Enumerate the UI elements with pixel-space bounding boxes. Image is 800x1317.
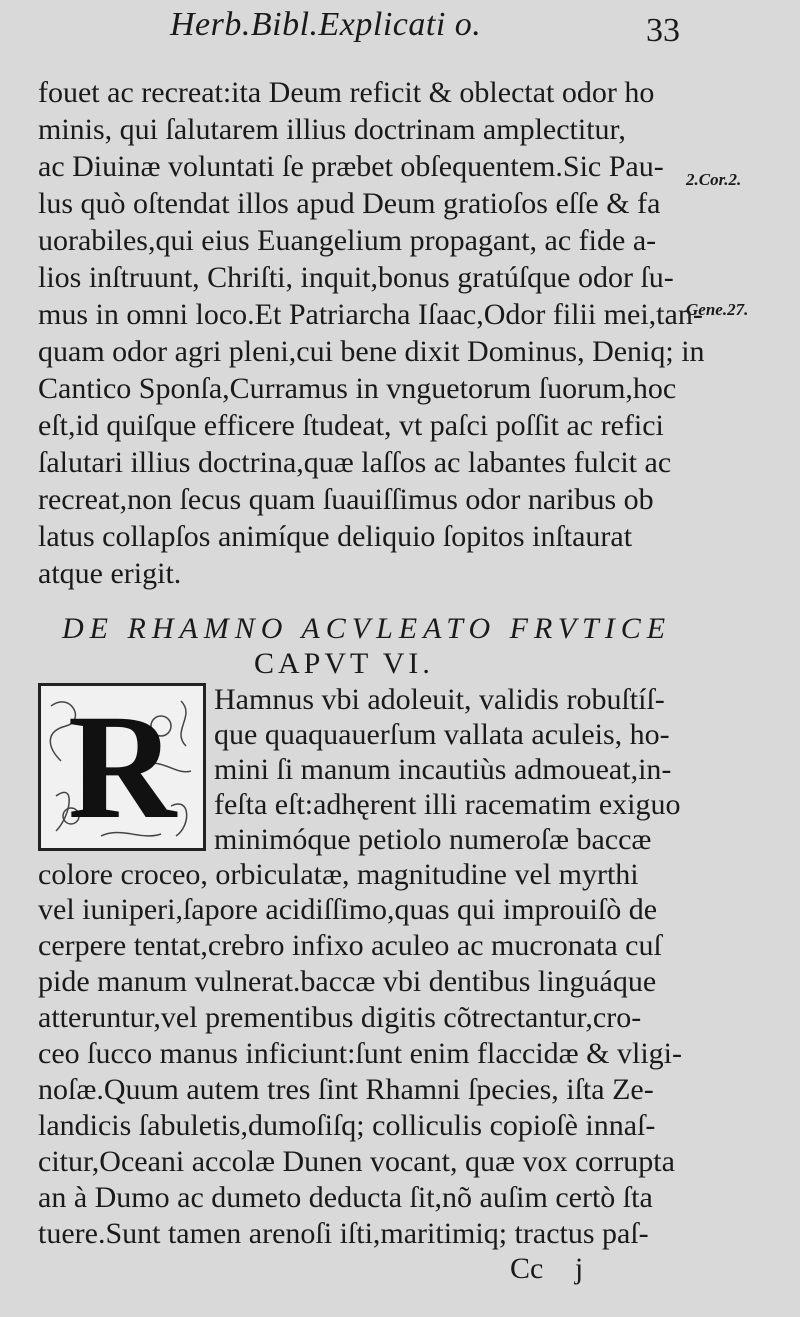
text-line: Hamnus vbi adoleuit, validis robuſtíſ- — [214, 683, 665, 716]
text-line: ceo ſucco manus inficiunt:ſunt enim flaccidæ & vligi- — [38, 1037, 683, 1070]
chapter-heading: DE RHAMNO ACVLEATO FRVTICE — [62, 612, 672, 645]
text-line: vel iuniperi,ſapore acidiſſimo,quas qui improuiſò de — [38, 893, 658, 926]
text-line: noſæ.Quum autem tres ſint Rhamni ſpecies, iſta Ze- — [38, 1073, 654, 1106]
text-line: fouet ac recreat:ita Deum reficit & oblectat odor ho — [38, 76, 655, 109]
text-line: quam odor agri pleni,cui bene dixit Dominus, Deniq; in — [38, 335, 705, 368]
signature-number: j — [574, 1252, 584, 1285]
text-line: minis, qui ſalutarem illius doctrinam amplectitur, — [38, 113, 626, 146]
text-line: latus collapſos animíque deliquio ſopitos inſtaurat — [38, 520, 633, 553]
text-line: landicis ſabuletis,dumoſiſq; colliculis copioſè innaſ- — [38, 1109, 656, 1142]
text-line: an à Dumo ac dumeto deducta ſit,nõ auſim certò ſta — [38, 1181, 653, 1214]
text-line: atteruntur,vel prementibus digitis cõtrectantur,cro- — [38, 1001, 642, 1034]
chapter-number: CAPVT VI. — [254, 647, 434, 680]
text-line: colore croceo, orbiculatæ, magnitudine vel myrthi — [38, 858, 639, 891]
text-line: lus quò oſtendat illos apud Deum gratioſos eſſe & fa — [38, 187, 661, 220]
initial-letter: R — [67, 684, 177, 850]
text-line: eſt,id quiſque efficere ſtudeat, vt paſci poſſit ac refici — [38, 409, 664, 442]
decorated-initial — [38, 683, 206, 851]
signature-mark — [510, 1252, 607, 1286]
text-line: mus in omni loco.Et Patriarcha Iſaac,Odor filii mei,tan- — [38, 298, 703, 331]
text-line: Cantico Sponſa,Curramus in vnguetorum ſuorum,hoc — [38, 372, 677, 405]
text-line: recreat,non ſecus quam ſuauiſſimus odor naribus ob — [38, 483, 654, 516]
text-line: ac Diuinæ voluntati ſe præbet obſequentem.Sic Pau- — [38, 150, 664, 183]
margin-note-gene: Gene.27. — [686, 300, 749, 319]
text-line: pide manum vulnerat.baccæ vbi dentibus linguáque — [38, 965, 657, 998]
page-number: 33 — [646, 12, 680, 49]
text-line: que quaquauerſum vallata aculeis, ho- — [214, 718, 670, 751]
text-line: minimóque petiolo numeroſæ baccæ — [214, 823, 652, 856]
running-header: Herb.Bibl.Explicati o. — [170, 6, 482, 43]
signature-letters: Cc — [510, 1252, 544, 1285]
text-line: cerpere tentat,crebro infixo aculeo ac mucronata cuſ — [38, 929, 662, 962]
text-line: atque erigit. — [38, 557, 182, 590]
text-line: uorabiles,qui eius Euangelium propagant, ac fide a- — [38, 224, 657, 257]
text-line: tuere.Sunt tamen arenoſi iſti,maritimiq; tractus paſ- — [38, 1217, 649, 1250]
text-line: lios inſtruunt, Chriſti, inquit,bonus gratúſque odor ſu- — [38, 261, 674, 294]
margin-note-cor: 2.Cor.2. — [686, 170, 742, 189]
text-line: mini ſi manum incautiùs admoueat,in- — [214, 753, 672, 786]
text-line: citur,Oceani accolæ Dunen vocant, quæ vox corrupta — [38, 1145, 675, 1178]
text-line: feſta eſt:adhęrent illi racematim exiguo — [214, 788, 681, 821]
text-line: ſalutari illius doctrina,quæ laſſos ac labantes fulcit ac — [38, 446, 672, 479]
